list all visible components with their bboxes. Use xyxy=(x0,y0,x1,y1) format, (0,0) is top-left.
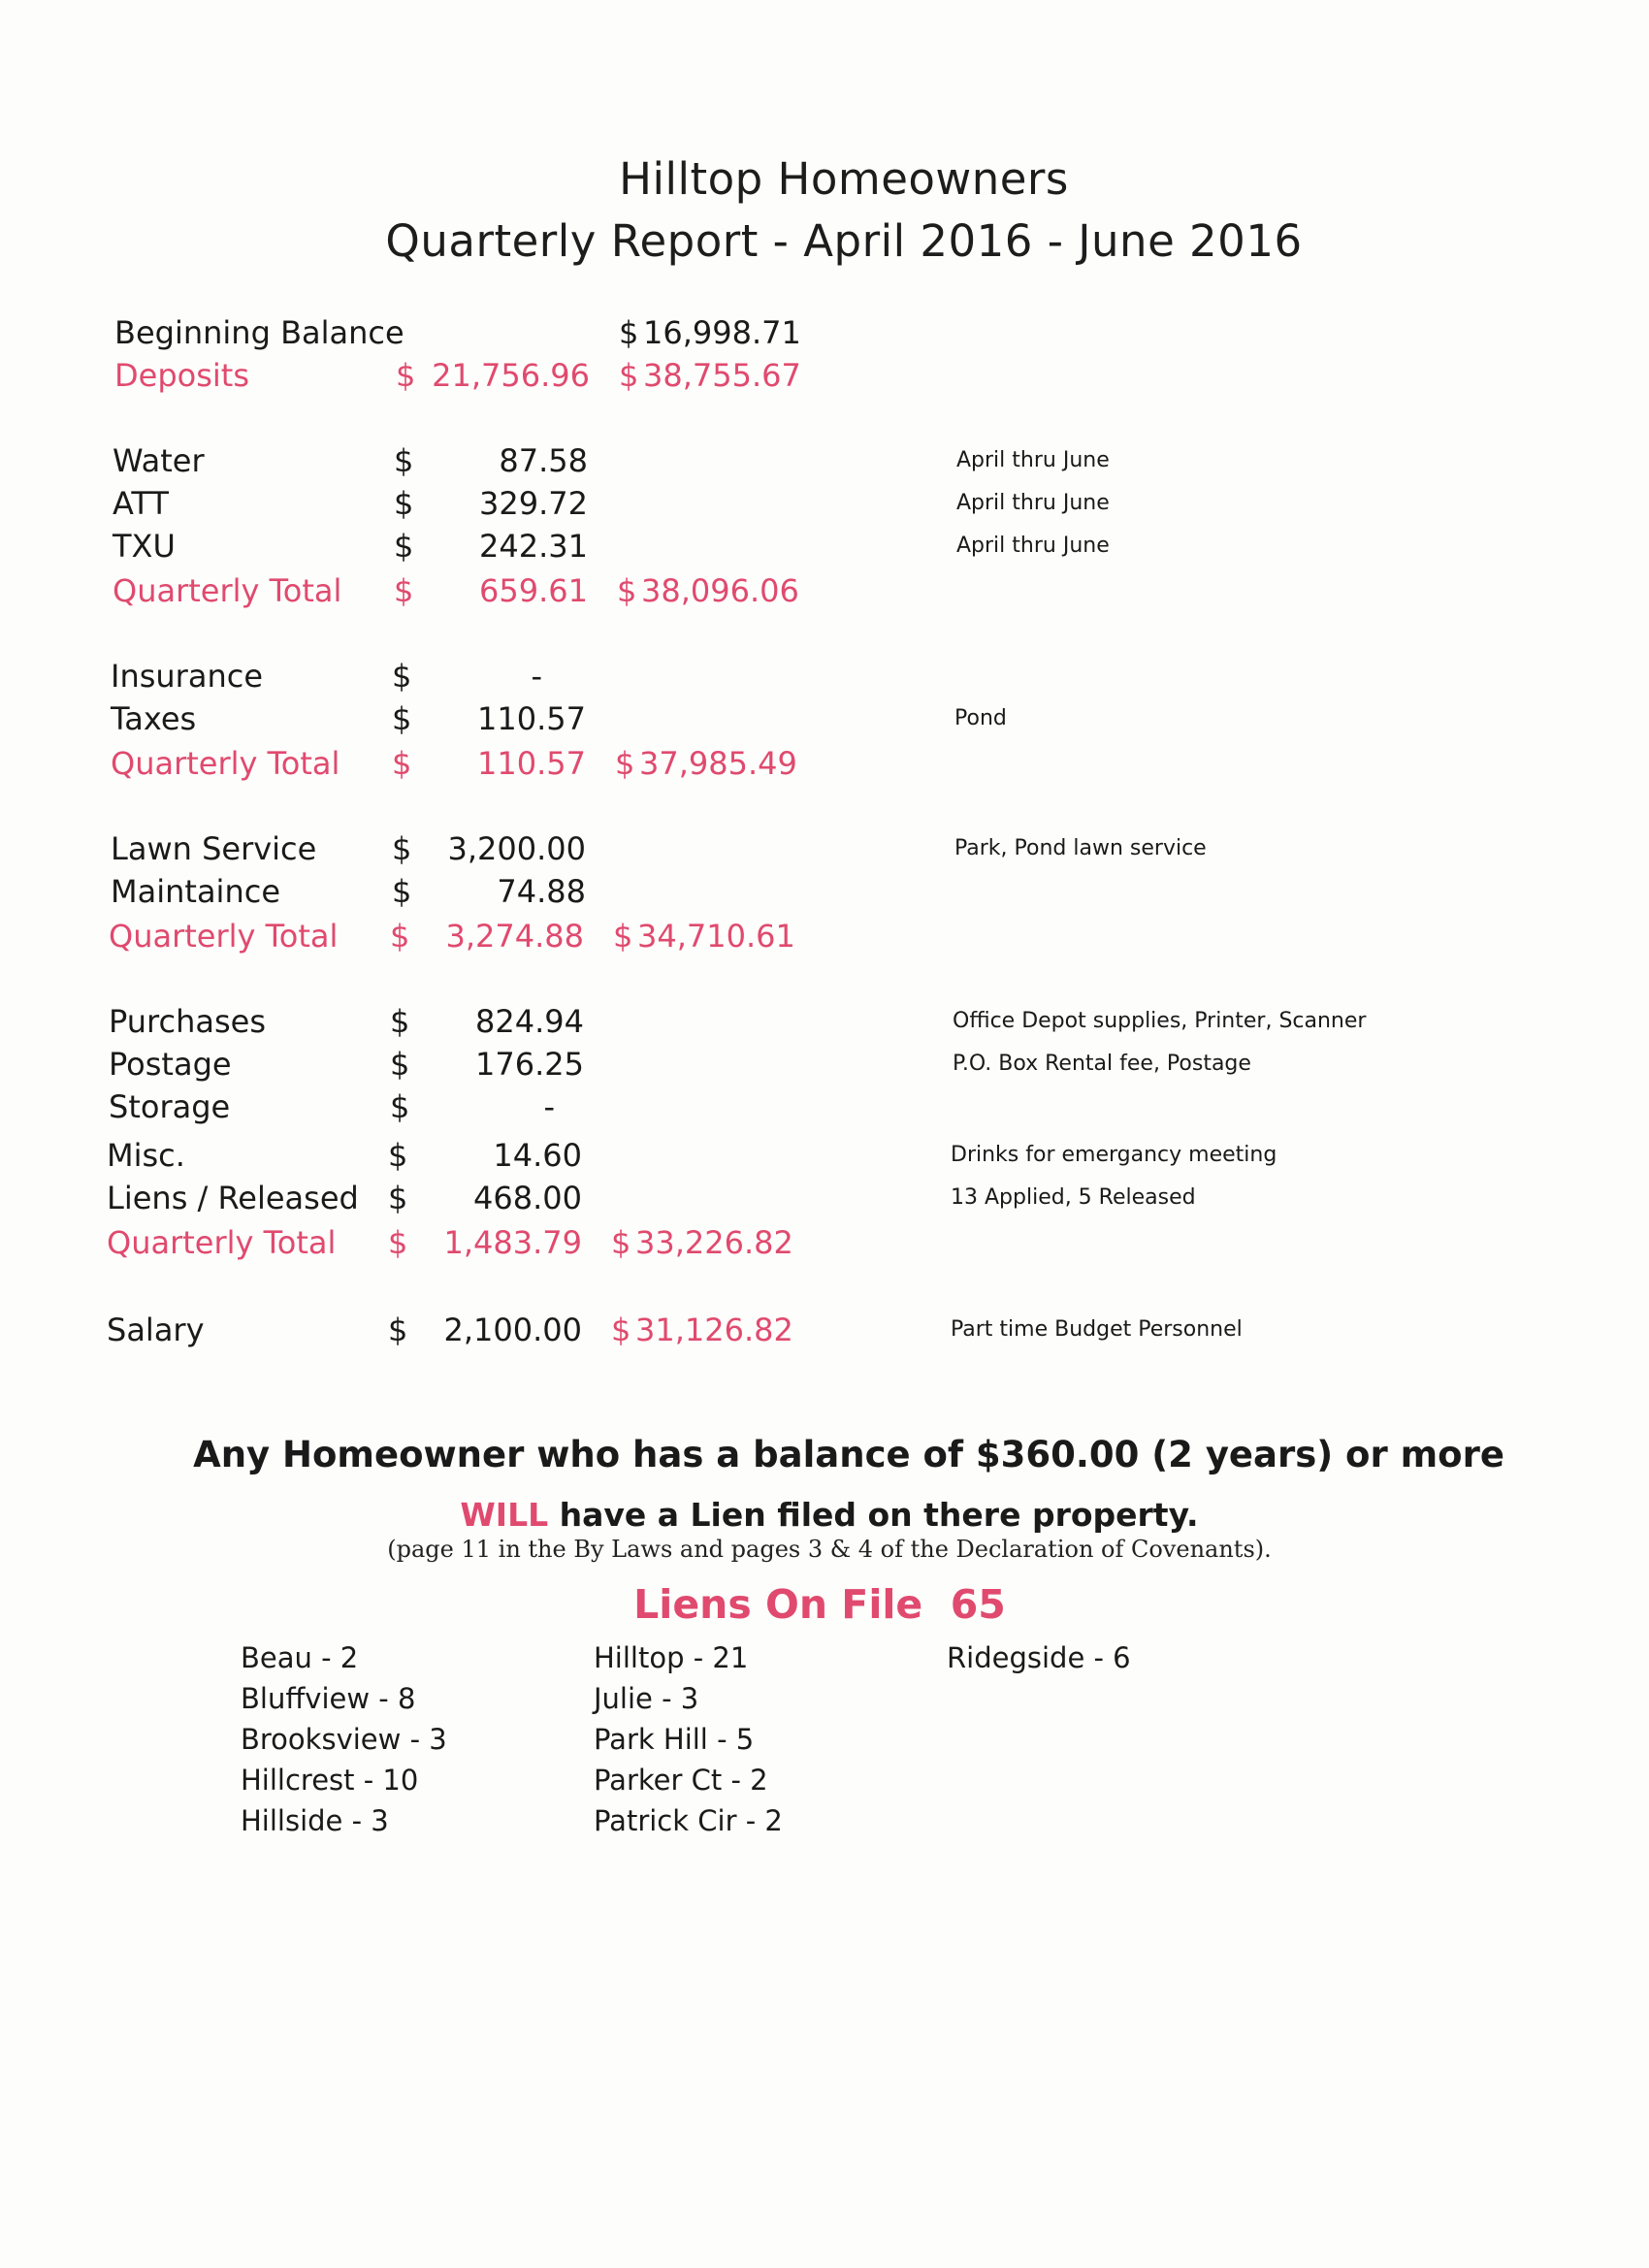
dollar-sign: $ xyxy=(394,528,414,565)
row-note: Office Depot supplies, Printer, Scanner xyxy=(953,1009,1367,1033)
dollar-sign: $ xyxy=(388,1137,408,1174)
row-label: Postage xyxy=(109,1046,232,1083)
lien-street-item: Brooksview - 3 xyxy=(241,1723,447,1756)
liens-column-1 xyxy=(241,1637,447,1841)
row-label: TXU xyxy=(113,528,176,565)
row-note: April thru June xyxy=(956,491,1110,515)
amount: 329.72 xyxy=(479,485,588,522)
will-emphasis: WILL xyxy=(460,1496,549,1534)
row-label: Beginning Balance xyxy=(114,314,404,351)
amount: 2,100.00 xyxy=(443,1312,582,1348)
dollar-sign: $ xyxy=(392,658,412,695)
dollar-sign: $ xyxy=(392,700,412,737)
dollar-sign: $ xyxy=(392,873,412,910)
lien-street-item: Hillside - 3 xyxy=(241,1804,389,1837)
dollar-sign: $ xyxy=(390,918,410,955)
amount: 659.61 xyxy=(479,572,588,609)
dollar-sign: $ xyxy=(394,485,414,522)
lien-street-item: Park Hill - 5 xyxy=(594,1723,755,1756)
dollar-sign: $ xyxy=(392,745,412,782)
row-note: Pond xyxy=(954,706,1007,730)
dollar-sign: $ xyxy=(611,1224,631,1261)
lien-street-item: Patrick Cir - 2 xyxy=(594,1804,783,1837)
row-note: 13 Applied, 5 Released xyxy=(951,1185,1196,1210)
dollar-sign: $ xyxy=(613,918,633,955)
row-label: Misc. xyxy=(107,1137,185,1174)
row-note: Part time Budget Personnel xyxy=(951,1317,1243,1342)
amount: 14.60 xyxy=(493,1137,582,1174)
lien-warning-subheading xyxy=(5,1496,1649,1534)
dollar-sign: $ xyxy=(617,572,637,609)
row-label: Water xyxy=(113,442,205,479)
amount: 3,274.88 xyxy=(445,918,584,955)
row-label: Quarterly Total xyxy=(109,918,339,955)
dollar-sign: $ xyxy=(619,314,639,351)
row-label: Quarterly Total xyxy=(111,745,340,782)
lien-street-item: Parker Ct - 2 xyxy=(594,1764,768,1797)
amount: 74.88 xyxy=(497,873,586,910)
row-label: Liens / Released xyxy=(107,1180,359,1216)
row-note: April thru June xyxy=(956,534,1110,558)
row-label: Maintaince xyxy=(111,873,280,910)
row-note: Drinks for emergancy meeting xyxy=(951,1143,1277,1167)
amount: 87.58 xyxy=(499,442,588,479)
row-note: P.O. Box Rental fee, Postage xyxy=(953,1052,1251,1076)
lien-street-item: Beau - 2 xyxy=(241,1641,359,1674)
amount: - xyxy=(531,658,542,695)
lien-street-item: Hillcrest - 10 xyxy=(241,1764,419,1797)
row-label: Purchases xyxy=(109,1003,266,1040)
lien-street-item: Ridegside - 6 xyxy=(947,1641,1131,1674)
amount: 3,200.00 xyxy=(447,830,586,867)
dollar-sign: $ xyxy=(388,1180,408,1216)
amount: 824.94 xyxy=(475,1003,584,1040)
amount: 468.00 xyxy=(473,1180,582,1216)
bylaws-reference: (page 11 in the By Laws and pages 3 & 4 of the Declaration of Covenants). xyxy=(387,1536,1272,1563)
liens-on-file-title: Liens On File 65 xyxy=(633,1581,1006,1628)
dollar-sign: $ xyxy=(388,1224,408,1261)
running-balance: 37,985.49 xyxy=(639,745,797,782)
amount: - xyxy=(543,1088,555,1125)
row-label: Quarterly Total xyxy=(107,1224,337,1261)
lien-street-item: Julie - 3 xyxy=(594,1682,699,1715)
dollar-sign: $ xyxy=(619,357,639,394)
running-balance: 16,998.71 xyxy=(643,314,801,351)
row-label: Salary xyxy=(107,1312,205,1348)
liens-column-3 xyxy=(947,1637,1131,1678)
amount: 21,756.96 xyxy=(432,357,590,394)
dollar-sign: $ xyxy=(396,357,416,394)
amount: 176.25 xyxy=(475,1046,584,1083)
running-balance: 33,226.82 xyxy=(635,1224,793,1261)
dollar-sign: $ xyxy=(611,1312,631,1348)
running-balance: 38,096.06 xyxy=(641,572,799,609)
row-label: Lawn Service xyxy=(111,830,317,867)
dollar-sign: $ xyxy=(615,745,635,782)
row-note: April thru June xyxy=(956,448,1110,472)
row-label: ATT xyxy=(113,485,169,522)
row-label: Deposits xyxy=(114,357,249,394)
amount: 110.57 xyxy=(477,745,586,782)
lien-warning-text: have a Lien filed on there property. xyxy=(548,1496,1199,1534)
amount: 1,483.79 xyxy=(443,1224,582,1261)
dollar-sign: $ xyxy=(390,1046,410,1083)
row-label: Insurance xyxy=(111,658,263,695)
dollar-sign: $ xyxy=(388,1312,408,1348)
row-note: Park, Pond lawn service xyxy=(954,836,1207,860)
dollar-sign: $ xyxy=(390,1003,410,1040)
running-balance: 31,126.82 xyxy=(635,1312,793,1348)
lien-warning-heading: Any Homeowner who has a balance of $360.00 (2 years) or more xyxy=(193,1434,1504,1475)
lien-street-item: Hilltop - 21 xyxy=(594,1641,749,1674)
org-title: Hilltop Homeowners xyxy=(619,153,1069,205)
running-balance: 38,755.67 xyxy=(643,357,801,394)
amount: 110.57 xyxy=(477,700,586,737)
lien-street-item: Bluffview - 8 xyxy=(241,1682,416,1715)
dollar-sign: $ xyxy=(394,442,414,479)
dollar-sign: $ xyxy=(392,830,412,867)
liens-column-2 xyxy=(594,1637,783,1841)
row-label: Taxes xyxy=(111,700,197,737)
dollar-sign: $ xyxy=(390,1088,410,1125)
row-label: Storage xyxy=(109,1088,231,1125)
running-balance: 34,710.61 xyxy=(637,918,795,955)
report-title: Quarterly Report - April 2016 - June 2016 xyxy=(385,215,1303,267)
row-label: Quarterly Total xyxy=(113,572,342,609)
dollar-sign: $ xyxy=(394,572,414,609)
amount: 242.31 xyxy=(479,528,588,565)
